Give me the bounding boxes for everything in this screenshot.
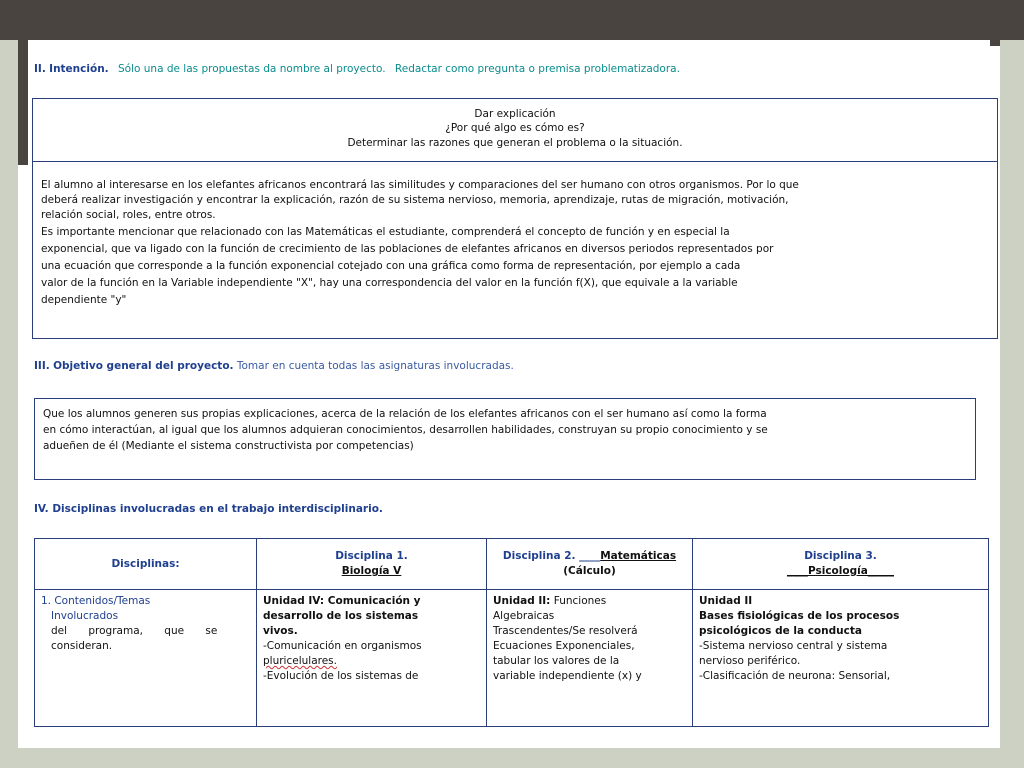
body-line: Es importante mencionar que relacionado con las Matemáticas el estudiante, comprenderá el concepto de función y en especial la [41,226,730,238]
objective-line: en cómo interactúan, al igual que los alumnos adquieran conocimientos, desarrollen habilidades, construyan su propio conocimiento y se [43,424,768,436]
discipline-2-name: Matemáticas [600,550,677,562]
math-line: Ecuaciones Exponenciales, [493,640,635,652]
discipline-2-sub: (Cálculo) [563,565,616,577]
section-3-title: Objetivo general del proyecto. [53,360,234,372]
math-line: variable independiente (x) y [493,670,642,682]
disciplines-table [34,538,989,727]
psychology-content-cell [693,590,989,727]
body-line: deberá realizar investigación y encontrar la explicación, razón de su sistema nervioso, memoria, aprendizaje, rutas de migración, motivación, [41,194,789,206]
biology-line: Unidad IV: Comunicación y [263,595,421,607]
row-label-line: del programa, que se [51,625,218,637]
section-2-note: Sólo una de las propuestas da nombre al proyecto. [118,63,386,75]
row-label-cell [35,590,257,727]
section-3-heading [34,359,994,374]
dark-strip-left [18,40,28,165]
body-line: El alumno al interesarse en los elefantes africanos encontrará las similitudes y comparaciones del ser humano con otros organismos. Por lo que [41,179,799,191]
section-3-number: III. [34,360,50,372]
discipline-2-label: Disciplina 2. ____ [502,550,601,562]
body-text-box [32,161,998,339]
section-3-instruction: Tomar en cuenta todas las asignaturas involucradas. [236,360,514,372]
biology-line: -Comunicación en organismos [263,640,422,652]
objective-box [34,398,976,480]
objective-line: Que los alumnos generen sus propias explicaciones, acerca de la relación de los elefantes africanos con el ser humano así como la forma [43,408,767,420]
psychology-line: -Clasificación de neurona: Sensorial, [699,670,891,682]
section-2-title: Intención. [49,63,109,75]
document-page [28,46,1000,748]
psychology-line: psicológicos de la conducta [699,625,862,637]
row-label-line: consideran. [51,640,113,652]
body-line: exponencial, que va ligado con la función de crecimiento de las poblaciones de elefantes africanos en diversos periodos representados por [41,243,774,255]
math-unit: Unidad II: [493,595,551,607]
math-line: Funciones [553,595,607,607]
psychology-line: Bases fisiológicas de los procesos [699,610,900,622]
body-line: valor de la función en la Variable independiente "X", hay una correspondencia del valor en la función f(X), que equivale a la variable [41,277,738,289]
math-line: Trascendentes/Se resolverá [493,625,638,637]
objective-line: adueñen de él (Mediante el sistema constructivista por competencias) [43,440,414,452]
slide-frame-bottom [0,748,1024,768]
psychology-line: Unidad II [699,595,753,607]
row-label-line: 1. Contenidos/Temas [41,595,151,607]
biology-line: -Evolución de los sistemas de [263,670,419,682]
psychology-line: nervioso periférico. [699,655,801,667]
explanation-line-3: Determinar las razones que generan el problema o la situación. [347,137,683,149]
table-header-row [35,539,989,590]
section-4-heading: IV. Disciplinas involucradas en el trabajo interdisciplinario. [34,503,383,515]
explanation-line-2: ¿Por qué algo es cómo es? [445,122,585,134]
section-2-instruction: Redactar como pregunta o premisa problematizadora. [394,63,680,75]
biology-line: pluricelulares. [263,655,337,667]
header-discipline-2 [487,539,693,590]
body-line: relación social, roles, entre otros. [41,209,216,221]
biology-line: vivos. [263,625,298,637]
discipline-3-name: ____Psicología_____ [786,565,895,577]
discipline-1-name: Biología V [341,565,402,577]
section-2-number: II. [34,63,46,75]
explanation-line-1: Dar explicación [474,108,556,120]
slide-frame-right [1000,40,1024,768]
biology-content-cell [257,590,487,727]
table-row [35,590,989,727]
math-line: Algebraicas [493,610,555,622]
header-discipline-3 [693,539,989,590]
math-line: tabular los valores de la [493,655,620,667]
psychology-line: -Sistema nervioso central y sistema [699,640,888,652]
biology-line: desarrollo de los sistemas [263,610,419,622]
header-discipline-1 [257,539,487,590]
slide-top-bar [0,0,1024,40]
body-line: una ecuación que corresponde a la función exponencial cotejado con una gráfica como forma de representación, por ejemplo a cada [41,260,741,272]
header-disciplines-label: Disciplinas: [111,557,180,570]
discipline-3-label: Disciplina 3. [804,550,877,562]
section-2-heading [34,62,994,77]
explanation-header-box [32,98,998,162]
slide-frame-left [0,40,18,768]
body-line: dependiente "y" [41,294,127,306]
math-content-cell [487,590,693,727]
discipline-1-label: Disciplina 1. [335,550,408,562]
row-label-line: Involucrados [51,610,119,622]
header-disciplines [35,539,257,590]
